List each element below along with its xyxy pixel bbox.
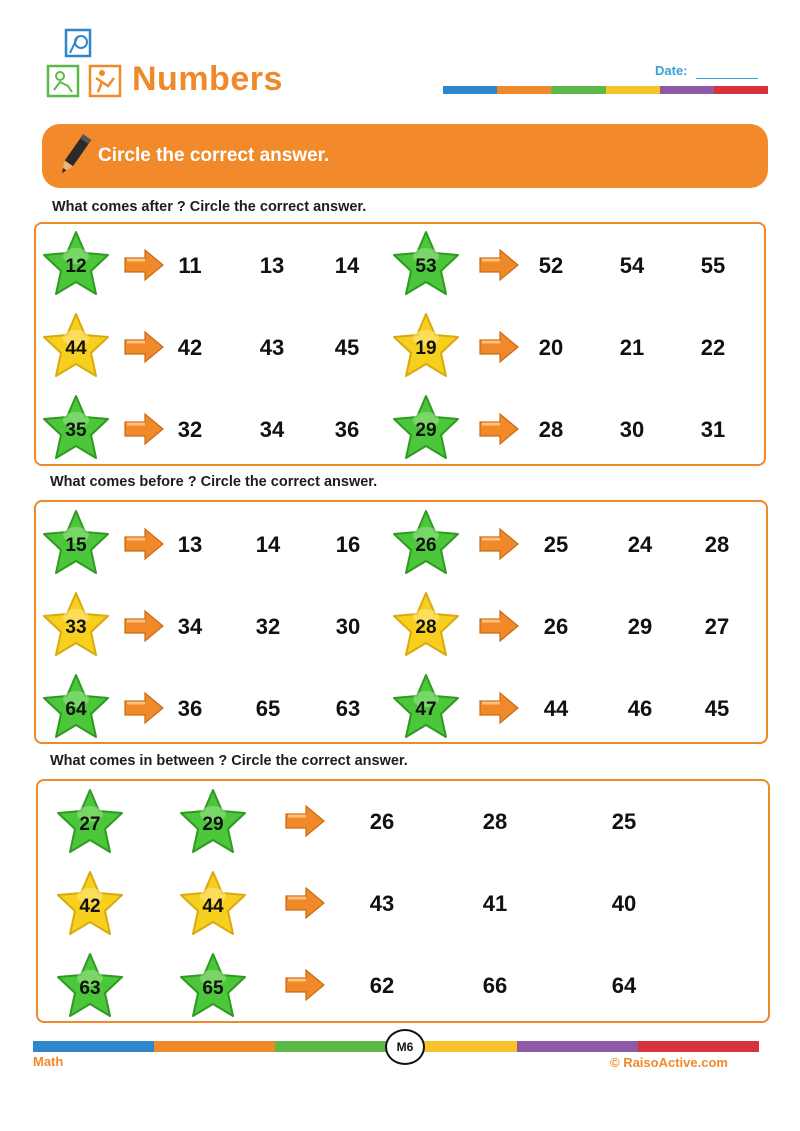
answer-option[interactable]: 28: [704, 532, 730, 557]
answer-option[interactable]: 34: [177, 614, 203, 639]
arrow-right-icon: [123, 248, 165, 282]
answer-option[interactable]: 30: [619, 417, 645, 442]
star-number: 53: [415, 256, 437, 277]
footer-copyright: © RaisoActive.com: [610, 1055, 728, 1070]
green-star-icon: [388, 505, 464, 581]
color-bar-segment: [606, 86, 660, 94]
star-number: 29: [415, 420, 437, 441]
arrow-right-icon: [123, 527, 165, 561]
star-number: 26: [415, 535, 437, 556]
answer-option[interactable]: 34: [259, 417, 285, 442]
answer-option[interactable]: 43: [369, 891, 395, 916]
answer-option[interactable]: 62: [369, 973, 395, 998]
arrow-right-icon: [478, 691, 520, 725]
answer-option[interactable]: 65: [255, 696, 281, 721]
answer-option[interactable]: 25: [611, 809, 637, 834]
green-star-icon: [38, 669, 114, 745]
star-number: 44: [65, 338, 87, 359]
arrow-right-icon: [478, 412, 520, 446]
answer-option[interactable]: 36: [177, 696, 203, 721]
answer-option[interactable]: 52: [538, 253, 564, 278]
green-star-icon: [52, 948, 128, 1024]
answer-option[interactable]: 54: [619, 253, 645, 278]
arrow-right-icon: [123, 609, 165, 643]
color-bar-segment: [638, 1041, 759, 1052]
arrow-right-icon: [123, 412, 165, 446]
answer-option[interactable]: 55: [700, 253, 726, 278]
green-star-icon: [38, 226, 114, 302]
answer-option[interactable]: 45: [334, 335, 360, 360]
yellow-star-icon: [38, 587, 114, 663]
answer-option[interactable]: 30: [335, 614, 361, 639]
star-number: 44: [202, 896, 224, 917]
star-number: 33: [65, 617, 87, 638]
answer-option[interactable]: 26: [543, 614, 569, 639]
section-heading-between: What comes in between ? Circle the correct answer.: [50, 753, 408, 769]
yellow-star-icon: [38, 308, 114, 384]
color-bar-segment: [443, 86, 497, 94]
star-number: 19: [415, 338, 437, 359]
answer-option[interactable]: 14: [255, 532, 281, 557]
green-star-icon: [388, 226, 464, 302]
arrow-right-icon: [123, 691, 165, 725]
green-star-icon: [388, 669, 464, 745]
answer-option[interactable]: 41: [482, 891, 508, 916]
answer-option[interactable]: 22: [700, 335, 726, 360]
arrow-right-icon: [284, 804, 326, 838]
answer-option[interactable]: 26: [369, 809, 395, 834]
answer-option[interactable]: 20: [538, 335, 564, 360]
answer-option[interactable]: 31: [700, 417, 726, 442]
answer-option[interactable]: 43: [259, 335, 285, 360]
color-bar-segment: [497, 86, 551, 94]
date-field[interactable]: [696, 78, 758, 79]
answer-option[interactable]: 27: [704, 614, 730, 639]
answer-option[interactable]: 25: [543, 532, 569, 557]
star-number: 15: [65, 535, 87, 556]
star-number: 29: [202, 814, 224, 835]
color-bar-segment: [714, 86, 768, 94]
footer-subject: Math: [33, 1054, 64, 1069]
answer-option[interactable]: 42: [177, 335, 203, 360]
answer-option[interactable]: 32: [255, 614, 281, 639]
green-star-icon: [175, 784, 251, 860]
arrow-right-icon: [123, 330, 165, 364]
answer-option[interactable]: 36: [334, 417, 360, 442]
star-number: 42: [79, 896, 101, 917]
answer-option[interactable]: 64: [611, 973, 637, 998]
star-number: 27: [79, 814, 101, 835]
arrow-right-icon: [284, 886, 326, 920]
answer-option[interactable]: 16: [335, 532, 361, 557]
color-bar-segment: [660, 86, 714, 94]
star-number: 47: [415, 699, 437, 720]
answer-option[interactable]: 13: [177, 532, 203, 557]
star-number: 63: [79, 978, 101, 999]
color-bar-segment: [33, 1041, 154, 1052]
arrow-right-icon: [284, 968, 326, 1002]
color-bar-segment: [551, 86, 605, 94]
answer-option[interactable]: 66: [482, 973, 508, 998]
header-color-bar: [443, 86, 768, 94]
color-bar-segment: [275, 1041, 396, 1052]
arrow-right-icon: [478, 609, 520, 643]
answer-option[interactable]: 13: [259, 253, 285, 278]
answer-option[interactable]: 28: [538, 417, 564, 442]
section-heading-before: What comes before ? Circle the correct answer.: [50, 474, 378, 490]
color-bar-segment: [154, 1041, 275, 1052]
brand-logo: [46, 28, 126, 103]
answer-option[interactable]: 21: [619, 335, 645, 360]
section-heading-after: What comes after ? Circle the correct answer.: [52, 199, 367, 215]
yellow-star-icon: [52, 866, 128, 942]
pencil-icon: [56, 133, 92, 179]
page-title: Numbers: [132, 60, 283, 98]
yellow-star-icon: [388, 308, 464, 384]
color-bar-segment: [517, 1041, 638, 1052]
answer-option[interactable]: 11: [178, 253, 202, 278]
answer-option[interactable]: 45: [704, 696, 730, 721]
star-number: 12: [65, 256, 87, 277]
green-star-icon: [38, 505, 114, 581]
answer-option[interactable]: 46: [627, 696, 653, 721]
star-number: 64: [65, 699, 87, 720]
answer-option[interactable]: 29: [627, 614, 653, 639]
yellow-star-icon: [388, 587, 464, 663]
green-star-icon: [175, 948, 251, 1024]
date-label: Date:: [655, 63, 688, 78]
star-number: 35: [65, 420, 87, 441]
answer-option[interactable]: 14: [334, 253, 360, 278]
arrow-right-icon: [478, 248, 520, 282]
star-number: 28: [415, 617, 437, 638]
green-star-icon: [38, 390, 114, 466]
instruction-text: Circle the correct answer.: [98, 145, 330, 166]
answer-option[interactable]: 40: [611, 891, 637, 916]
page-code-badge: M6: [385, 1029, 425, 1065]
answer-option[interactable]: 44: [543, 696, 569, 721]
answer-option[interactable]: 63: [335, 696, 361, 721]
answer-option[interactable]: 24: [627, 532, 653, 557]
arrow-right-icon: [478, 527, 520, 561]
arrow-right-icon: [478, 330, 520, 364]
yellow-star-icon: [175, 866, 251, 942]
answer-option[interactable]: 28: [482, 809, 508, 834]
star-number: 65: [202, 978, 224, 999]
answer-option[interactable]: 32: [177, 417, 203, 442]
green-star-icon: [52, 784, 128, 860]
green-star-icon: [388, 390, 464, 466]
